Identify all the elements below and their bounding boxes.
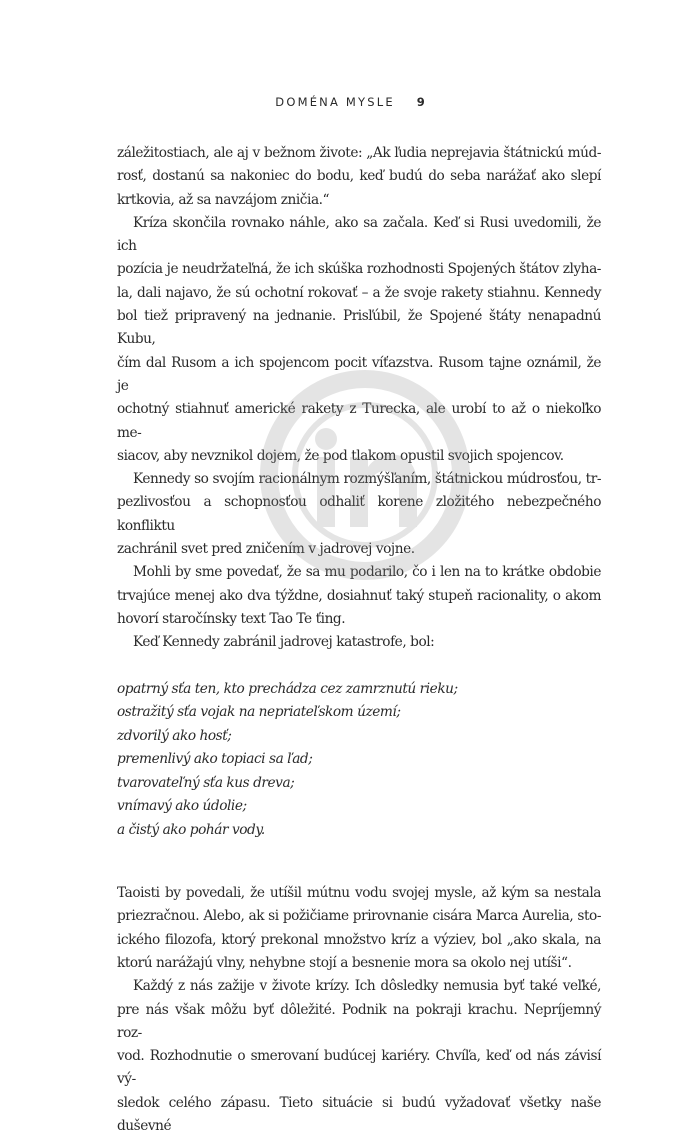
text-line: Kennedy so svojím racionálnym rozmýšľaním, štátnickou múdrosťou, tr- [133,471,601,488]
paragraphs-before-poem [117,142,601,655]
poem-line: a čistý ako pohár vody. [117,821,265,838]
poem [117,678,601,843]
text-line: sledok celého zápasu. Tieto situácie si budú vyžadovať všetky naše duševné [117,1094,601,1134]
text-line: krtkovia, až sa navzájom zničia.“ [117,191,330,208]
text-line: čím dal Rusom a ich spojencom pocit víťazstva. Rusom tajne oznámil, že je [117,354,601,394]
body-text [117,142,601,1138]
text-line: Každý z nás zažije v živote krízy. Ich dôsledky nemusia byť také veľké, [133,978,601,995]
text-line: vod. Rozhodnutie o smerovaní budúcej kariéry. Chvíľa, keď od nás závisí vý- [117,1048,601,1088]
text-line: priezračnou. Alebo, ak si požičiame prirovnanie cisára Marca Aurelia, sto- [117,908,601,925]
poem-line: opatrný sťa ten, kto prechádza cez zamrznutú rieku; [117,680,458,697]
text-line: pezlivosťou a schopnosťou odhaliť korene zložitého nebezpečného konfliktu [117,494,601,534]
poem-line: zdvorilý ako hosť; [117,727,232,744]
paragraph [117,631,601,654]
paragraph [117,561,601,631]
paragraph [117,212,601,468]
text-line: pozícia je neudržateľná, že ich skúška rozhodnosti Spojených štátov zlyha- [117,261,601,278]
poem-line: tvarovateľný sťa kus dreva; [117,774,295,791]
text-line: pre nás však môžu byť dôležité. Podnik na pokraji krachu. Nepríjemný roz- [117,1001,601,1041]
paragraph [117,975,601,1138]
text-line: ktorú narážajú vlny, nehybne stojí a besnenie mora sa okolo nej utíši“. [117,954,572,971]
running-head [0,95,700,109]
poem-line: premenlivý ako topiaci sa ľad; [117,751,313,768]
text-line: bol tiež pripravený na jednanie. Prisľúbil, že Spojené štáty nenapadnú Kubu, [117,308,601,348]
text-line: ochotný stiahnuť americké rakety z Turecka, ale urobí to až o niekoľko me- [117,401,601,441]
text-line: zachránil svet pred zničením v jadrovej vojne. [117,541,415,558]
text-line: Kríza skončila rovnako náhle, ako sa začala. Keď si Rusi uvedomili, že ich [117,214,601,255]
text-line: rosť, dostanú sa nakoniec do bodu, keď budú do seba narážať ako slepí [117,168,601,185]
paragraph [117,882,601,975]
page-number: 9 [416,95,425,109]
text-line: Keď Kennedy zabránil jadrovej katastrofe, bol: [133,634,435,651]
paragraph [117,468,601,561]
text-line: hovorí staročínsky text Tao Te ťing. [117,610,346,627]
text-line: la, dali najavo, že sú ochotní rokovať – a že svoje rakety stiahnu. Kennedy [117,284,601,301]
paragraph [117,142,601,212]
text-line: ického filozofa, ktorý prekonal množstvo kríz a výziev, bol „ako skala, na [117,931,601,948]
text-line: trvajúce menej ako dva týždne, dosiahnuť taký stupeň racionality, o akom [117,587,601,604]
paragraphs-after-poem [117,882,601,1138]
running-head-title: DOMÉNA MYSLE [275,95,395,109]
poem-line: vnímavý ako údolie; [117,798,247,815]
text-line: Mohli by sme povedať, že sa mu podarilo, čo i len na to krátke obdobie [133,564,601,581]
text-line: záležitostiach, ale aj v bežnom živote: „Ak ľudia neprejavia štátnickú múd- [117,145,601,161]
text-line: siacov, aby nevznikol dojem, že pod tlakom opustil svojich spojencov. [117,447,564,464]
poem-line: ostražitý sťa vojak na nepriateľskom území; [117,704,401,721]
text-line: Taoisti by povedali, že utíšil mútnu vodu svojej mysle, až kým sa nestala [117,885,601,902]
